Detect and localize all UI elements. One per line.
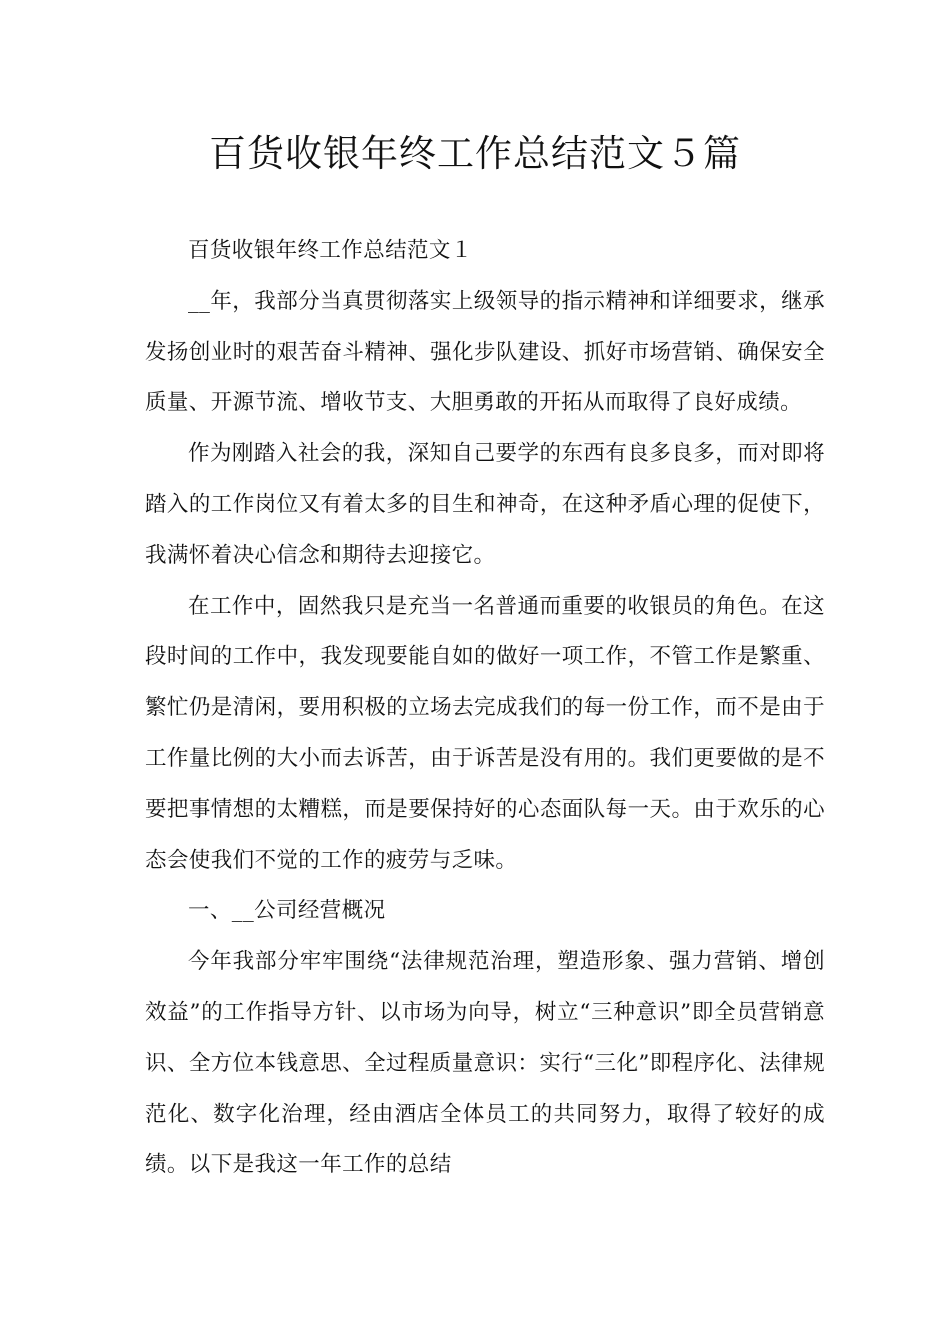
paragraph: 今年我部分牢牢围绕“法律规范治理，塑造形象、强力营销、增创效益”的工作指导方针、以市场为向导，树立“三种意识”即全员营销意识、全方位本钱意思、全过程质量意识：实行“三化”即程序化、法律规范化、数字化治理，经由酒店全体员工的共同努力，取得了较好的成绩。以下是我这一年工作的总结: [145, 949, 825, 1178]
section-heading: 百货收银年终工作总结范文１: [188, 238, 473, 263]
paragraph: 作为刚踏入社会的我，深知自己要学的东西有良多良多，而对即将踏入的工作岗位又有着太多的目生和神奇，在这种矛盾心理的促使下，我满怀着决心信念和期待去迎接它。: [145, 441, 825, 568]
document-title: 百货收银年终工作总结范文５篇: [209, 132, 741, 175]
document-body: [145, 226, 825, 1191]
paragraph: 在工作中，固然我只是充当一名普通而重要的收银员的角色。在这段时间的工作中，我发现要能自如的做好一项工作，不管工作是繁重、繁忙仍是清闲，要用积极的立场去完成我们的每一份工作，而不是由于工作量比例的大小而去诉苦，由于诉苦是没有用的。我们更要做的是不要把事情想的太糟糕，而是要保持好的心态面队每一天。由于欢乐的心态会使我们不觉的工作的疲劳与乏味。: [145, 593, 825, 873]
paragraph: __年，我部分当真贯彻落实上级领导的指示精神和详细要求，继承发扬创业时的艰苦奋斗精神、强化步队建设、抓好市场营销、确保安全质量、开源节流、增收节支、大胆勇敢的开拓从而取得了良好成绩。: [145, 288, 825, 416]
subsection-heading: 一、__公司经营概况: [188, 898, 386, 924]
